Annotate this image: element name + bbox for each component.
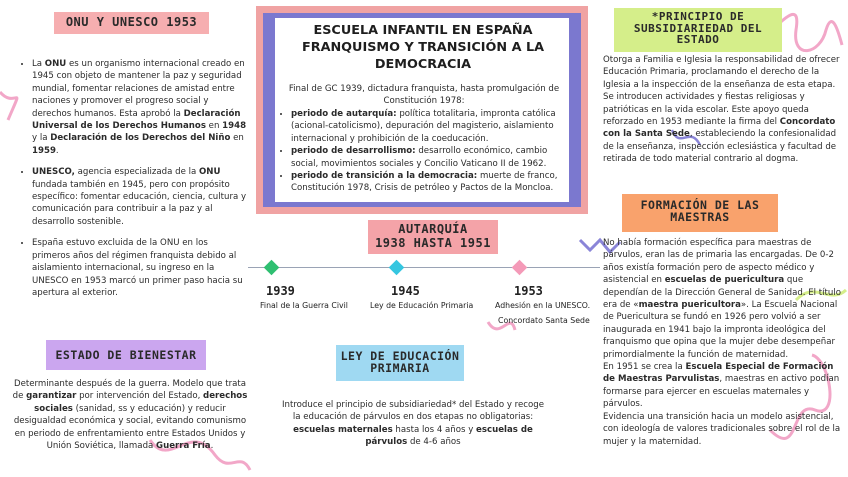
pink-squiggle-left: [0, 92, 17, 120]
timeline-year: 1945: [391, 284, 420, 298]
timeline-label: Adhesión en la UNESCO.: [495, 301, 591, 310]
unesco-paragraph: • UNESCO, agencia especializada de la ONU fundada también en 1945, pero con propósito específico: fomentar educación, ciencia, cultura y comunicación para contribuir a la paz y al desarrollo sostenible.: [32, 166, 248, 228]
spain-onu-paragraph: • España estuvo excluida de la ONU en los primeros años del régimen franquista debido al aislamiento internacional, su ingreso en la UNESCO en 1953 marcó un primer paso hacia su apertura al exterior.: [32, 237, 248, 299]
principio-text: Otorga a Familia e Iglesia la responsabilidad de ofrecer Educación Primaria, proclamando el derecho de la Iglesia a la inspección de la enseñanza de esta etapa. Se introducen actividades y fiestas religiosas y patrióticas en la vida escolar. Este apoyo queda reforzado en 1953 mediante la firma del Concordato con la Santa Sede, estableciendo la confesionalidad de la enseñanza, inspección eclesiástica y facultad de retirada de todo material contrario al dogma.: [603, 55, 840, 165]
formacion-text: No había formación específica para maestras de párvulos, eran las de primaria las encargadas. De 0-2 años existía formación pero de aspecto médico y asistencial en escuelas de puericultura que dependían de la Dirección General de Sanidad. El título era de «maestra puericultora». La Escuela Nacional de Puericultura se fundó en 1926 pero volvió a ser inaugurada en 1941 bajo la impronta ideológica del franquismo que opina que la mujer debe desempeñar primordialmente la función de maternidad. En 1951 se crea la Escuela Especial de Formación de Maestras Parvulistas, maestras en activo podían formarse para ejercer en escuelas maternales y párvulos. Evidencia una transición hacia un modelo asistencial, con ideología de valores tradicionales sobre el rol de la mujer y la maternidad.: [603, 238, 842, 447]
autarquia-header-line2: 1938 HASTA 1951: [375, 236, 491, 250]
onu-text: [20, 58, 248, 308]
period-item: • periodo de autarquía: política totalitaria, impronta católica (acional-catolicismo), depuración del magisterio, aislamiento internacional y prohibición de la coeducación.: [291, 108, 570, 145]
main-title: ESCUELA INFANTIL EN ESPAÑA FRANQUISMO Y TRANSICIÓN A LA DEMOCRACIA: [301, 23, 545, 72]
main-periods: [280, 108, 570, 195]
onu-header: ONU Y UNESCO 1953: [65, 15, 198, 29]
timeline-label: Final de la Guerra Civil: [260, 301, 348, 310]
timeline-label-2: Concordato Santa Sede: [498, 316, 590, 325]
autarquia-header-line1: AUTARQUÍA: [398, 222, 468, 236]
main-subtitle: Final de GC 1939, dictadura franquista, hasta promulgación de Constitución 1978:: [288, 84, 560, 107]
timeline-label: Ley de Educación Primaria: [370, 301, 474, 310]
ley-header: LEY DE EDUCACIÓN PRIMARIA: [340, 349, 460, 376]
formacion-header: FORMACIÓN DE LAS MAESTRAS: [640, 198, 760, 225]
period-item: • periodo de desarrollismo: desarrollo económico, cambio social, movimientos sociales y Concilio Vaticano II de 1962.: [291, 145, 570, 170]
timeline-year: 1953: [514, 284, 543, 298]
period-item: • periodo de transición a la democracia: muerte de franco, Constitución 1978, Crisis de petróleo y Pactos de la Moncloa.: [291, 170, 570, 195]
timeline-year: 1939: [266, 284, 295, 298]
timeline-line: [248, 267, 600, 268]
principio-header: *PRINCIPIO DE SUBSIDIARIEDAD DEL ESTADO: [633, 10, 763, 47]
ley-text: Introduce el principio de subsidiariedad* del Estado y recoge la educación de párvulos en dos etapas no obligatorias: escuelas maternales hasta los 4 años y escuelas de párvulos de 4-6 años: [281, 400, 545, 448]
bienestar-header: ESTADO DE BIENESTAR: [55, 348, 197, 362]
bienestar-text: Determinante después de la guerra. Modelo que trata de garantizar por intervención del Estado, derechos sociales (sanidad, ss y educación) y reducir desigualdad económica y social, evitando comunismo en periodo de enfrentamiento entre Estados Unidos y Unión Soviética, llamada Guerra Fría.: [12, 379, 248, 452]
onu-paragraph: • La ONU es un organismo internacional creado en 1945 con objeto de mantener la paz y seguridad mundial, fomentar relaciones de amistad entre naciones y promover el progreso social y derechos humanos. Esta aprobó la Declaración Universal de los Derechos Humanos en 1948 y la Declaración de los Derechos del Niño en 1959.: [32, 58, 248, 157]
